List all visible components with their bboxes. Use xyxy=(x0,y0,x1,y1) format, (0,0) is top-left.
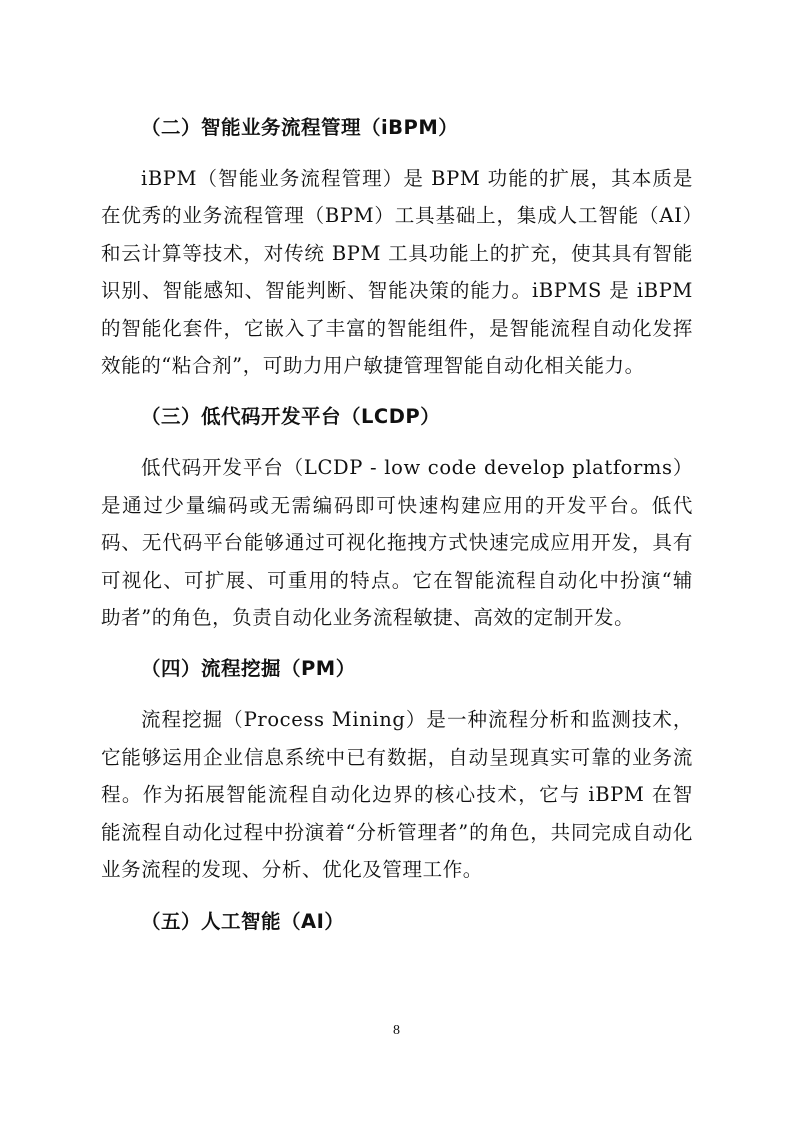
section-heading-ai: （五）人工智能（AI） xyxy=(141,909,345,933)
section-paragraph-process-mining: 流程挖掘（Process Mining）是一种流程分析和监测技术，它能够运用企业信息系统中已有数据，自动呈现真实可靠的业务流程。作为拓展智能流程自动化边界的核心技术，它与 iBPM 在智能流程自动化过程中扮演着“分析管理者”的角色，共同完成自动化业务流程的发现、分析、优化及管理工作。 xyxy=(101,708,693,882)
section-heading-process-mining: （四）流程挖掘（PM） xyxy=(141,657,356,681)
page-number: 8 xyxy=(393,1023,400,1038)
section-heading-lcdp: （三）低代码开发平台（LCDP） xyxy=(141,405,441,429)
section-heading-ibpm: （二）智能业务流程管理（iBPM） xyxy=(141,116,459,139)
page-content xyxy=(101,108,693,942)
section-paragraph-ibpm: iBPM（智能业务流程管理）是 BPM 功能的扩展，其本质是在优秀的业务流程管理（BPM）工具基础上，集成人工智能（AI）和云计算等技术，对传统 BPM 工具功能上的扩充，使其具有智能识别、智能感知、智能判断、智能决策的能力。iBPMS 是 iBPM 的智能化套件，它嵌入了丰富的智能组件，是智能流程自动化发挥效能的“粘合剂”，可助力用户敏捷管理智能自动化相关能力。 xyxy=(101,167,693,378)
section-paragraph-lcdp: 低代码开发平台（LCDP - low code develop platforms）是通过少量编码或无需编码即可快速构建应用的开发平台。低代码、无代码平台能够通过可视化拖拽方式快速完成应用开发，具有可视化、可扩展、可重用的特点。它在智能流程自动化中扮演“辅助者”的角色，负责自动化业务流程敏捷、高效的定制开发。 xyxy=(101,456,693,630)
